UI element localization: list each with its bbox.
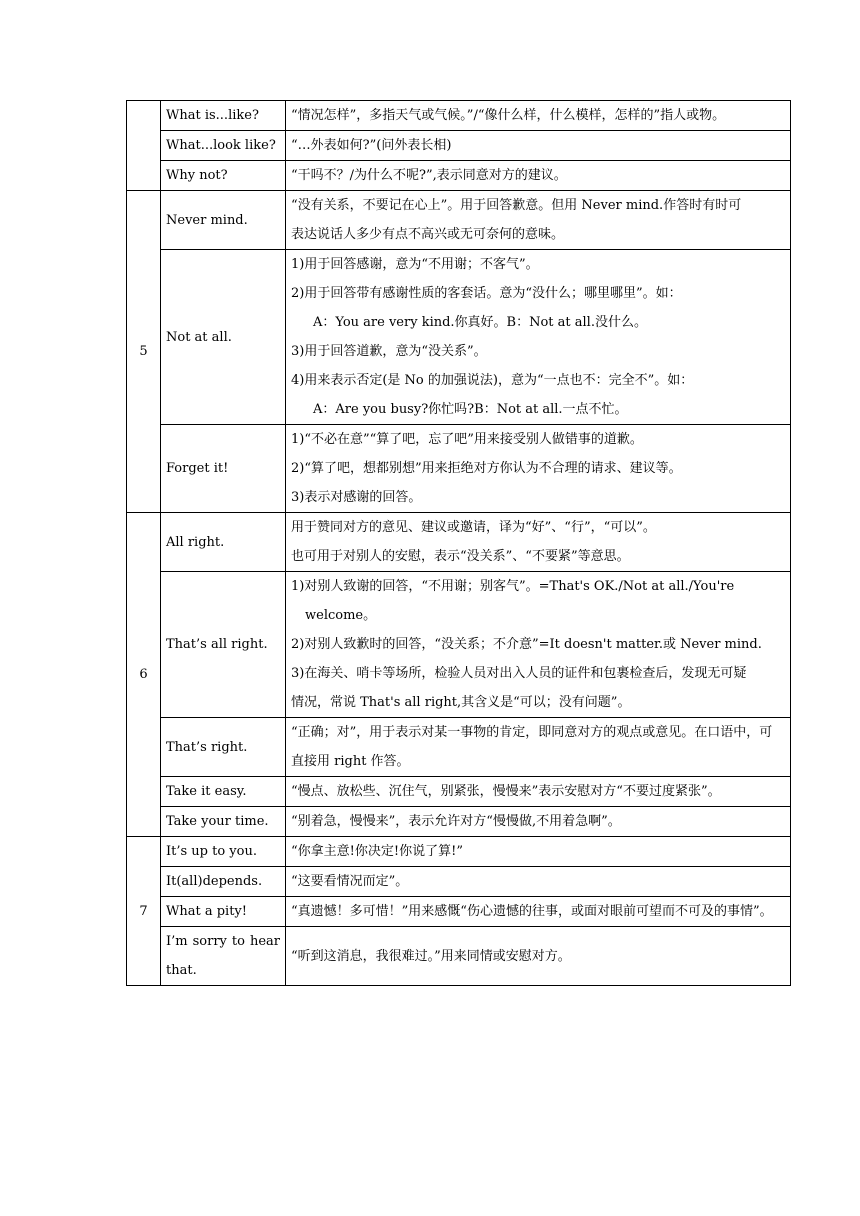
explanation-cell: “你拿主意!你决定!你说了算!”: [286, 837, 791, 867]
phrase-cell: I’m sorry to hear that.: [161, 927, 286, 986]
explanation-cell: 用于赞同对方的意见、建议或邀请，译为“好”、“行”，“可以”。 也可用于对别人的安慰，表示“没关系”、“不要紧”等意思。: [286, 513, 791, 572]
phrase-cell: All right.: [161, 513, 286, 572]
table-row: [127, 837, 791, 867]
table-row: [127, 250, 791, 425]
table-row: [127, 807, 791, 837]
table-row: [127, 131, 791, 161]
group-number: 5: [127, 191, 161, 513]
table-row: [127, 777, 791, 807]
explanation-cell: 1)用于回答感谢，意为“不用谢；不客气”。 2)用于回答带有感谢性质的客套话。意为“没什么；哪里哪里”。如： A：You are very kind.你真好。B：Not at all.没什么。 3)用于回答道歉，意为“没关系”。 4)用来表示否定(是 No 的加强说法)，意为“一点也不：完全不”。如： A：Are you busy?你忙吗?B：Not at all.一点不忙。: [286, 250, 791, 425]
explanation-cell: “慢点、放松些、沉住气，别紧张，慢慢来”表示安慰对方“不要过度紧张”。: [286, 777, 791, 807]
table-row: [127, 101, 791, 131]
table-row: [127, 867, 791, 897]
explanation-cell: “正确；对”，用于表示对某一事物的肯定，即同意对方的观点或意见。在口语中，可直接用 right 作答。: [286, 718, 791, 777]
explanation-cell: “这要看情况而定”。: [286, 867, 791, 897]
group-number: 6: [127, 513, 161, 837]
phrase-cell: What...look like?: [161, 131, 286, 161]
phrase-cell: That’s all right.: [161, 572, 286, 718]
explanation-cell: 1)“不必在意”“算了吧，忘了吧”用来接受别人做错事的道歉。 2)“算了吧，想都别想”用来拒绝对方你认为不合理的请求、建议等。 3)表示对感谢的回答。: [286, 425, 791, 513]
explanation-cell: “干吗不？/为什么不呢?”,表示同意对方的建议。: [286, 161, 791, 191]
explanation-cell: “…外表如何?”(问外表长相): [286, 131, 791, 161]
table-row: [127, 191, 791, 250]
phrase-cell: Forget it!: [161, 425, 286, 513]
explanation-cell: “真遗憾！多可惜！”用来感慨“伤心遗憾的往事，或面对眼前可望而不可及的事情”。: [286, 897, 791, 927]
explanation-cell: “没有关系，不要记在心上”。用于回答歉意。但用 Never mind.作答时有时可 表达说话人多少有点不高兴或无可奈何的意味。: [286, 191, 791, 250]
table-row: [127, 897, 791, 927]
phrase-cell: It(all)depends.: [161, 867, 286, 897]
phrase-cell: Why not?: [161, 161, 286, 191]
phrase-cell: That’s right.: [161, 718, 286, 777]
phrase-cell: Never mind.: [161, 191, 286, 250]
phrase-cell: Take your time.: [161, 807, 286, 837]
table-row: [127, 425, 791, 513]
phrase-cell: What a pity!: [161, 897, 286, 927]
explanation-cell: 1)对别人致谢的回答，“不用谢；别客气”。=That's OK./Not at all./You're welcome。 2)对别人致歉时的回答，“没关系；不介意”=It doesn't matter.或 Never mind. 3)在海关、哨卡等场所，检验人员对出入人员的证件和包裹检查后，发现无可疑 情况，常说 That's all right,其含义是“可以；没有问题”。: [286, 572, 791, 718]
table-row: [127, 161, 791, 191]
phrase-cell: Take it easy.: [161, 777, 286, 807]
table-row: [127, 927, 791, 986]
phrase-table: [126, 100, 791, 986]
group-number: 7: [127, 837, 161, 986]
explanation-cell: “听到这消息，我很难过。”用来同情或安慰对方。: [286, 927, 791, 986]
explanation-cell: “情况怎样”，多指天气或气候。”/“像什么样，什么模样，怎样的”指人或物。: [286, 101, 791, 131]
explanation-cell: “别着急，慢慢来”，表示允许对方“慢慢做,不用着急啊”。: [286, 807, 791, 837]
phrase-cell: What is...like?: [161, 101, 286, 131]
phrase-cell: It’s up to you.: [161, 837, 286, 867]
table-row: [127, 513, 791, 572]
table-row: [127, 718, 791, 777]
phrase-cell: Not at all.: [161, 250, 286, 425]
table-row: [127, 572, 791, 718]
group-number: [127, 101, 161, 191]
